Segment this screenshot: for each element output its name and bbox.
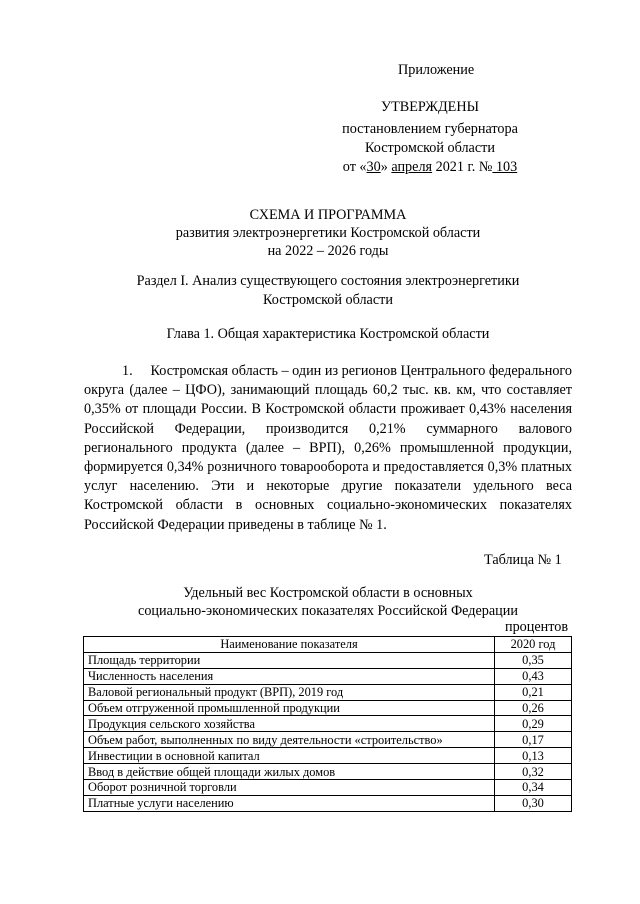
table-label: Таблица № 1 <box>484 552 562 568</box>
resolution-line-1: постановлением губернатора <box>342 121 518 137</box>
header-year: 2020 год <box>495 637 572 653</box>
row-name: Площадь территории <box>84 652 495 668</box>
date-month: апреля <box>391 159 433 175</box>
resolution-line-2: Костромской области <box>365 140 495 156</box>
row-value: 0,26 <box>495 700 572 716</box>
approved-heading: УТВЕРЖДЕНЫ <box>381 99 479 115</box>
row-name: Продукция сельского хозяйства <box>84 716 495 732</box>
row-name: Численность населения <box>84 668 495 684</box>
row-value: 0,17 <box>495 732 572 748</box>
table-title <box>84 584 572 620</box>
row-name: Ввод в действие общей площади жилых домов <box>84 764 495 780</box>
row-value: 0,32 <box>495 764 572 780</box>
row-value: 0,13 <box>495 748 572 764</box>
table-row <box>84 764 572 780</box>
row-value: 0,43 <box>495 668 572 684</box>
row-value: 0,34 <box>495 780 572 796</box>
row-value: 0,35 <box>495 652 572 668</box>
row-name: Оборот розничной торговли <box>84 780 495 796</box>
paragraph-text: 1. Костромская область – один из регионов Центрального федерального округа (далее – ЦФО), занимающий площадь 60,2 тыс. кв. км, что составляет 0,35% от площади России. В Костромской области проживает 0,43% населения Российской Федерации, производится 0,21% суммарного валового регионального продукта (далее – ВРП), 0,26% промышленной продукции, формируется 0,34% розничного товарооборота и предоставляется 0,3% платных услуг населению. Эти и некоторые другие показатели удельного веса Костромской области в основных социально-экономических показателях Российской Федерации приведены в таблице № 1. <box>84 363 572 533</box>
document-title <box>84 206 572 260</box>
row-name: Платные услуги населению <box>84 795 495 811</box>
approval-block <box>330 98 530 177</box>
section-line-2: Костромской области <box>263 292 393 308</box>
chapter-heading: Глава 1. Общая характеристика Костромской области <box>166 326 490 342</box>
row-value: 0,29 <box>495 716 572 732</box>
table-row <box>84 780 572 796</box>
table-row <box>84 716 572 732</box>
row-name: Объем отгруженной промышленной продукции <box>84 700 495 716</box>
title-line-3: на 2022 – 2026 годы <box>267 243 389 259</box>
title-line-1: СХЕМА И ПРОГРАММА <box>249 207 407 223</box>
table-row <box>84 748 572 764</box>
table-header-row <box>84 637 572 653</box>
resolution-date: от «30» апреля 2021 г. № 103 <box>342 159 518 175</box>
row-value: 0,21 <box>495 684 572 700</box>
table-row <box>84 732 572 748</box>
body-paragraph <box>84 362 572 535</box>
title-line-2: развития электроэнергетики Костромской области <box>175 225 481 241</box>
table-title-line-2: социально-экономических показателях Российской Федерации <box>138 603 518 619</box>
attachment-label: Приложение <box>398 62 475 78</box>
table-row <box>84 684 572 700</box>
row-name: Валовой региональный продукт (ВРП), 2019 год <box>84 684 495 700</box>
units-label: процентов <box>505 619 569 635</box>
section-heading <box>84 272 572 310</box>
row-value: 0,30 <box>495 795 572 811</box>
table-row <box>84 795 572 811</box>
table-title-line-1: Удельный вес Костромской области в основных <box>183 585 473 601</box>
date-day: 30 <box>366 159 381 175</box>
date-number: 103 <box>492 159 518 175</box>
table-row <box>84 652 572 668</box>
table-row <box>84 668 572 684</box>
row-name: Инвестиции в основной капитал <box>84 748 495 764</box>
row-name: Объем работ, выполненных по виду деятельности «строительство» <box>84 732 495 748</box>
section-line-1: Раздел I. Анализ существующего состояния электроэнергетики <box>136 273 520 289</box>
header-indicator: Наименование показателя <box>84 637 495 653</box>
indicators-table <box>83 636 572 812</box>
table-row <box>84 700 572 716</box>
